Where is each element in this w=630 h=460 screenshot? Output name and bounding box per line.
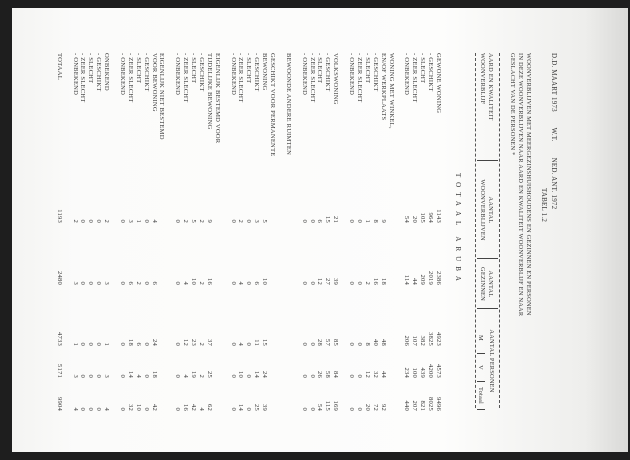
row-label: VOLKSWONING [332, 53, 340, 105]
cell-mannen: 2 [198, 342, 205, 346]
cell-mannen: 6 [134, 342, 142, 346]
cell-mannen: 0 [245, 342, 253, 346]
cell-woonverblijven: 1193 [55, 209, 63, 223]
cell-woonverblijven: 5 [190, 219, 198, 223]
cell-totaal: 42 [150, 404, 158, 411]
cell-gezinnen: 0 [229, 281, 237, 285]
cell-totaal: 72 [371, 404, 379, 411]
cell-vrouwen: 0 [245, 374, 253, 378]
title-date: D.D. MAART 1973 [550, 53, 558, 112]
header-v: V [477, 365, 484, 370]
title-census: NED. ANT. 1972 [550, 157, 558, 210]
header-m: M [477, 335, 484, 341]
table-row [434, 53, 442, 413]
header-text: AANTAL [487, 270, 494, 298]
cell-gezinnen: 12 [316, 278, 324, 285]
subtitle-line: GESLACHT VAN DE PERSONEN * [509, 53, 516, 156]
table-row [284, 53, 292, 413]
document-title [550, 53, 558, 223]
scanned-page [12, 8, 628, 452]
table-row [79, 53, 87, 413]
table-row [94, 53, 102, 413]
cell-woonverblijven: 0 [300, 219, 308, 223]
row-label: - GESCHIKT [324, 53, 332, 92]
cell-vrouwen: 439 [419, 367, 427, 378]
cell-vrouwen: 0 [308, 374, 316, 378]
cell-woonverblijven: 0 [119, 219, 126, 223]
cell-vrouwen: 3 [103, 374, 111, 378]
cell-gezinnen: 0 [245, 281, 253, 285]
cell-vrouwen: 32 [371, 371, 379, 378]
table-row [134, 53, 142, 413]
cell-vrouwen: 100 [411, 367, 419, 378]
header-text: WOONVERBLIJVEN [479, 179, 487, 241]
cell-mannen: 107 [411, 335, 419, 346]
cell-totaal: 207 [411, 400, 419, 411]
cell-gezinnen: 6 [253, 281, 261, 285]
header-text: AANTAL [487, 196, 494, 224]
cell-totaal: 8025 [427, 397, 435, 411]
row-label: - ONBEKEND [403, 53, 411, 96]
cell-vrouwen: 2 [198, 374, 205, 378]
cell-woonverblijven: 1 [134, 219, 142, 223]
row-label: GEWONE WONING [435, 53, 442, 114]
cell-woonverblijven: 2 [71, 219, 79, 223]
header-text: WOONVERBLIJF [479, 53, 487, 105]
row-label: - SLECHT [190, 53, 198, 84]
cell-totaal: 821 [419, 400, 427, 411]
table-row [371, 53, 379, 413]
cell-woonverblijven: 0 [95, 219, 103, 223]
cell-woonverblijven: 2 [237, 219, 245, 223]
cell-gezinnen: 0 [119, 281, 126, 285]
cell-mannen: 4733 [55, 332, 63, 346]
cell-gezinnen: 0 [308, 281, 316, 285]
cell-gezinnen: 18 [379, 278, 387, 285]
cell-woonverblijven: 0 [87, 219, 95, 223]
cell-woonverblijven: 54 [403, 216, 411, 223]
cell-mannen: 0 [95, 342, 103, 346]
cell-totaal: 0 [300, 407, 308, 411]
cell-mannen: 28 [316, 339, 324, 346]
row-label: - ONBEKEND [229, 53, 237, 96]
cell-mannen: 37 [205, 339, 213, 346]
cell-woonverblijven: 964 [427, 212, 435, 223]
cell-gezinnen: 3 [71, 281, 79, 285]
cell-mannen: 0 [308, 342, 316, 346]
cell-gezinnen: 2 [363, 281, 371, 285]
cell-gezinnen: 2386 [435, 271, 442, 285]
cell-woonverblijven: 0 [229, 219, 237, 223]
header-text: GEZINNEN [479, 267, 487, 301]
table-row [418, 53, 426, 413]
table-row [252, 53, 260, 413]
cell-vrouwen: 0 [356, 374, 363, 378]
cell-totaal: 20 [363, 404, 371, 411]
cell-gezinnen: 0 [348, 281, 356, 285]
cell-mannen: 0 [300, 342, 308, 346]
cell-woonverblijven: 6 [316, 219, 324, 223]
cell-totaal: 0 [174, 407, 182, 411]
row-label: - SLECHT [363, 53, 371, 84]
row-label: WONING MET WINKEL, [387, 53, 395, 129]
cell-gezinnen: 6 [150, 281, 158, 285]
row-label: - GESCHIKT [142, 53, 150, 92]
cell-gezinnen: 6 [126, 281, 134, 285]
cell-gezinnen: 27 [324, 278, 332, 285]
cell-woonverblijven: 2 [103, 219, 111, 223]
cell-vrouwen: 3 [71, 374, 79, 378]
cell-woonverblijven: 9 [379, 219, 387, 223]
cell-totaal: 0 [245, 407, 253, 411]
cell-vrouwen: 0 [348, 374, 356, 378]
cell-gezinnen: 0 [79, 281, 87, 285]
cell-mannen: 18 [126, 339, 134, 346]
cell-gezinnen: 39 [332, 278, 340, 285]
cell-woonverblijven: 0 [308, 219, 316, 223]
cell-gezinnen: 2480 [55, 271, 63, 285]
cell-mannen: 23 [190, 339, 198, 346]
row-label: - SLECHT [316, 53, 324, 84]
cell-gezinnen: 16 [371, 278, 379, 285]
cell-woonverblijven: 5 [261, 219, 269, 223]
cell-mannen: 48 [379, 339, 387, 346]
cell-vrouwen: 18 [150, 371, 158, 378]
table-row [316, 53, 324, 413]
cell-mannen: 3825 [427, 332, 435, 346]
cell-woonverblijven: 0 [245, 219, 253, 223]
table-row [403, 53, 411, 413]
subtitle-line: IN DEZE WOONVERBLIJVEN NAAR AARD EN KWALITEIT WOONVERBLIJF EN NAAR [517, 53, 524, 317]
cell-gezinnen: 0 [174, 281, 182, 285]
cell-mannen: 0 [79, 342, 87, 346]
table-number: TABEL 1.2 [540, 188, 548, 223]
header-totaal: Totaal [477, 386, 484, 405]
cell-woonverblijven: 0 [142, 219, 150, 223]
subtitle-line: WOONVERBLIJVEN MET MEERGEZINSHUISHOUDENS EN GEZINNEN EN PERSONEN [525, 53, 532, 316]
cell-woonverblijven: 8 [371, 219, 379, 223]
cell-gezinnen: 0 [142, 281, 150, 285]
table-row [379, 53, 395, 413]
cell-mannen: 85 [332, 339, 340, 346]
cell-vrouwen: 0 [95, 374, 103, 378]
cell-woonverblijven: 2 [182, 219, 190, 223]
cell-woonverblijven: 105 [419, 212, 427, 223]
column-divider [477, 258, 498, 259]
cell-woonverblijven: 3 [126, 219, 134, 223]
cell-gezinnen: 2019 [427, 271, 435, 285]
row-label: TOTAAL [55, 53, 63, 80]
section-title: TOTAAL ARUBA [454, 173, 462, 286]
cell-totaal: 16 [182, 404, 190, 411]
cell-gezinnen: 0 [87, 281, 95, 285]
cell-totaal: 4 [198, 407, 205, 411]
cell-totaal: 0 [87, 407, 95, 411]
cell-vrouwen: 5171 [55, 364, 63, 378]
header-personen: AANTAL PERSONEN [488, 329, 495, 393]
cell-mannen: 0 [119, 342, 126, 346]
cell-vrouwen: 12 [363, 371, 371, 378]
table-row [150, 53, 166, 413]
cell-gezinnen: 0 [356, 281, 363, 285]
cell-woonverblijven: 0 [348, 219, 356, 223]
cell-woonverblijven: 20 [411, 216, 419, 223]
cell-vrouwen: 26 [316, 371, 324, 378]
column-divider [477, 308, 498, 309]
table-row [189, 53, 197, 413]
cell-vrouwen: 24 [261, 371, 269, 378]
cell-mannen: 206 [403, 335, 411, 346]
table-row [173, 53, 181, 413]
cell-woonverblijven: 3 [253, 219, 261, 223]
cell-mannen: 12 [182, 339, 190, 346]
table-row [363, 53, 371, 413]
row-label: GESCHIKT VOOR PERMANENTE [269, 53, 277, 157]
row-label: EN/OF WERKPLAATS [379, 53, 387, 121]
table-row [126, 53, 134, 413]
cell-mannen: 4 [237, 342, 245, 346]
cell-vrouwen: 0 [174, 374, 182, 378]
table-row [331, 53, 339, 413]
table-row [245, 53, 253, 413]
cell-vrouwen: 4 [182, 374, 190, 378]
header-text: AARD EN KWALITEIT [487, 53, 494, 121]
table-row [324, 53, 332, 413]
cell-totaal: 115 [324, 400, 332, 411]
table-row [229, 53, 237, 413]
cell-gezinnen: 4 [182, 281, 190, 285]
table-row [102, 53, 110, 413]
cell-woonverblijven: 1143 [435, 209, 442, 223]
table-row [181, 53, 189, 413]
row-label: - SLECHT [87, 53, 95, 84]
cell-mannen: 0 [174, 342, 182, 346]
cell-vrouwen: 0 [300, 374, 308, 378]
cell-gezinnen: 10 [261, 278, 269, 285]
cell-gezinnen: 114 [403, 274, 411, 285]
cell-totaal: 0 [356, 407, 363, 411]
row-label: - GESCHIKT [371, 53, 379, 92]
cell-mannen: 15 [261, 339, 269, 346]
column-divider [477, 409, 485, 410]
row-label: - ZEER SLECHT [356, 53, 363, 103]
cell-woonverblijven: 2 [198, 219, 205, 223]
table-row [260, 53, 276, 413]
row-label: - ZEER SLECHT [126, 53, 134, 103]
cell-woonverblijven: 4 [150, 219, 158, 223]
cell-mannen: 57 [324, 339, 332, 346]
row-label: - ONBEKEND [71, 53, 79, 96]
cell-vrouwen: 4573 [435, 364, 442, 378]
row-label: - GESCHIKT [427, 53, 435, 92]
cell-vrouwen: 0 [79, 374, 87, 378]
row-label: - ZEER SLECHT [308, 53, 316, 103]
cell-mannen: 1 [71, 342, 79, 346]
cell-mannen: 1 [103, 342, 111, 346]
cell-mannen: 0 [142, 342, 150, 346]
cell-totaal: 4 [103, 407, 111, 411]
cell-totaal: 42 [190, 404, 198, 411]
table-row [87, 53, 95, 413]
row-label: - ONBEKEND [348, 53, 356, 96]
row-label: BEWOONDE ANDERE RUIMTEN [284, 53, 292, 156]
cell-vrouwen: 4 [134, 374, 142, 378]
row-label: - SLECHT [419, 53, 427, 84]
row-label: - ZEER SLECHT [411, 53, 419, 103]
cell-woonverblijven: 15 [324, 216, 332, 223]
cell-totaal: 32 [126, 404, 134, 411]
table-row [355, 53, 363, 413]
row-label: BEWONING [261, 53, 269, 91]
cell-mannen: 24 [150, 339, 158, 346]
cell-mannen: 11 [253, 339, 261, 346]
cell-woonverblijven: 0 [356, 219, 363, 223]
cell-vrouwen: 10 [237, 371, 245, 378]
cell-totaal: 0 [229, 407, 237, 411]
cell-totaal: 0 [119, 407, 126, 411]
cell-totaal: 14 [237, 404, 245, 411]
row-label: EIGENLIJK BESTEMD VOOR [213, 53, 221, 144]
row-label: - GESCHIKT [95, 53, 103, 92]
cell-totaal: 39 [261, 404, 269, 411]
cell-totaal: 0 [95, 407, 103, 411]
cell-mannen: 0 [348, 342, 356, 346]
cell-mannen: 8 [363, 342, 371, 346]
table-row [205, 53, 221, 413]
header-woonverblijven [479, 163, 494, 257]
cell-vrouwen: 0 [229, 374, 237, 378]
row-label: - ONBEKEND [300, 53, 308, 96]
cell-mannen: 4923 [435, 332, 442, 346]
cell-gezinnen: 2 [134, 281, 142, 285]
cell-vrouwen: 0 [142, 374, 150, 378]
cell-totaal: 25 [253, 404, 261, 411]
table-row [118, 53, 126, 413]
cell-mannen: 0 [356, 342, 363, 346]
cell-vrouwen: 84 [332, 371, 340, 378]
header-top-rule [499, 53, 500, 408]
cell-vrouwen: 44 [379, 371, 387, 378]
cell-vrouwen: 234 [403, 367, 411, 378]
cell-totaal: 9496 [435, 397, 442, 411]
cell-totaal: 0 [308, 407, 316, 411]
cell-totaal: 62 [205, 404, 213, 411]
row-label: - SLECHT [245, 53, 253, 84]
cell-vrouwen: 0 [119, 374, 126, 378]
cell-totaal: 10 [134, 404, 142, 411]
row-label: - ZEER SLECHT [182, 53, 190, 103]
header-gezinnen [479, 260, 494, 308]
cell-vrouwen: 14 [126, 371, 134, 378]
cell-vrouwen: 58 [324, 371, 332, 378]
cell-gezinnen: 3 [103, 281, 111, 285]
cell-vrouwen: 14 [253, 371, 261, 378]
table-row [55, 53, 63, 413]
cell-totaal: 169 [332, 400, 340, 411]
cell-woonverblijven: 0 [174, 219, 182, 223]
cell-mannen: 0 [229, 342, 237, 346]
rotated-table-document [32, 23, 630, 453]
row-label: - GESCHIKT [198, 53, 205, 92]
table-row [410, 53, 418, 413]
row-label: ONBEKEND [103, 53, 111, 91]
cell-totaal: 54 [316, 404, 324, 411]
cell-gezinnen: 44 [411, 278, 419, 285]
cell-woonverblijven: 21 [332, 216, 340, 223]
row-label: - ONBEKEND [174, 53, 182, 96]
cell-mannen: 0 [87, 342, 95, 346]
row-label: VOOR BEWONING [150, 53, 158, 112]
cell-gezinnen: 4 [237, 281, 245, 285]
cell-totaal: 0 [79, 407, 87, 411]
cell-totaal: 0 [348, 407, 356, 411]
cell-woonverblijven: 0 [79, 219, 87, 223]
table-row [347, 53, 355, 413]
table-row [142, 53, 150, 413]
row-label: - GESCHIKT [253, 53, 261, 92]
title-code: W.T. [550, 127, 558, 142]
cell-totaal: 0 [142, 407, 150, 411]
cell-gezinnen: 0 [95, 281, 103, 285]
table-row [71, 53, 79, 413]
cell-gezinnen: 2 [198, 281, 205, 285]
cell-totaal: 4 [71, 407, 79, 411]
row-label: - SLECHT [134, 53, 142, 84]
cell-vrouwen: 4200 [427, 364, 435, 378]
table-row [300, 53, 308, 413]
cell-gezinnen: 0 [300, 281, 308, 285]
table-row [426, 53, 434, 413]
cell-mannen: 382 [419, 335, 427, 346]
row-label: EIGENLIJK NIET BESTEMD [158, 53, 166, 140]
cell-totaal: 92 [379, 404, 387, 411]
table-row [197, 53, 205, 413]
cell-gezinnen: 209 [419, 274, 427, 285]
cell-totaal: 440 [403, 400, 411, 411]
cell-totaal: 9904 [55, 397, 63, 411]
column-divider [477, 160, 498, 161]
cell-vrouwen: 25 [205, 371, 213, 378]
table-row [237, 53, 245, 413]
cell-gezinnen: 10 [190, 278, 198, 285]
cell-gezinnen: 16 [205, 278, 213, 285]
cell-woonverblijven: 9 [205, 219, 213, 223]
cell-vrouwen: 0 [87, 374, 95, 378]
cell-vrouwen: 19 [190, 371, 198, 378]
cell-mannen: 40 [371, 339, 379, 346]
row-label: - ZEER SLECHT [79, 53, 87, 103]
header-aard [479, 53, 494, 121]
table-row [308, 53, 316, 413]
row-label: - ZEER SLECHT [237, 53, 245, 103]
row-label: TIJDELIJKE BEWONING [205, 53, 213, 130]
cell-woonverblijven: 1 [363, 219, 371, 223]
row-label: - ONBEKEND [119, 53, 126, 96]
